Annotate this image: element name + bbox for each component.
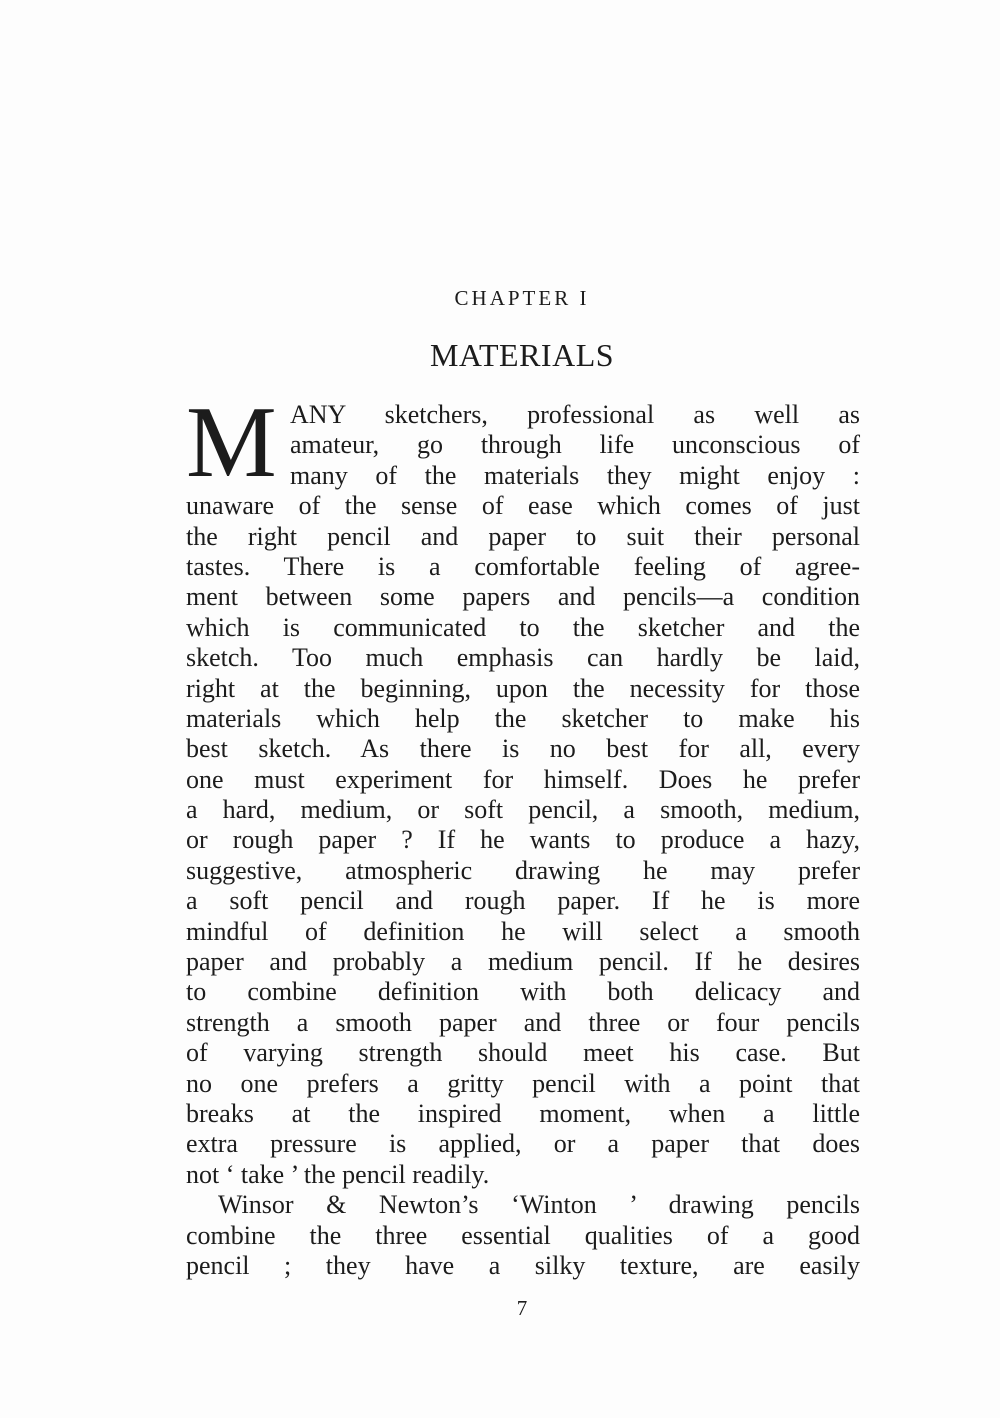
text-line: suggestive, atmospheric drawing he may prefer [186, 855, 860, 885]
chapter-heading: CHAPTER I [454, 286, 590, 310]
text-line: best sketch. As there is no best for all, every [186, 734, 860, 764]
text-line: or rough paper ? If he wants to produce a hazy, [186, 825, 860, 855]
text-line: no one prefers a gritty pencil with a point that [186, 1068, 860, 1098]
drop-cap: M [186, 386, 277, 499]
text-line: unaware of the sense of ease which comes of just [186, 491, 860, 521]
text-line: paper and probably a medium pencil. If he desires [186, 947, 860, 977]
text-line: materials which help the sketcher to make his [186, 703, 860, 733]
page-number: 7 [516, 1296, 528, 1320]
text-line: combine the three essential qualities of a good [186, 1220, 860, 1250]
text-line: a soft pencil and rough paper. If he is more [186, 886, 860, 916]
body-text [186, 386, 860, 1281]
text-line: strength a smooth paper and three or four pencils [186, 1007, 860, 1037]
text-line: amateur, go through life unconscious of [290, 430, 860, 460]
text-line: Winsor & Newton’s ‘Winton ’ drawing pencils [218, 1190, 860, 1220]
text-line: tastes. There is a comfortable feeling of agree- [186, 551, 860, 581]
text-line: the right pencil and paper to suit their personal [186, 521, 860, 551]
text-line: ment between some papers and pencils—a condition [186, 582, 860, 612]
text-line: sketch. Too much emphasis can hardly be laid, [186, 643, 860, 673]
chapter-title: MATERIALS [429, 337, 615, 373]
text-line: which is communicated to the sketcher and the [186, 612, 860, 642]
text-line: a hard, medium, or soft pencil, a smooth, medium, [186, 795, 860, 825]
text-line: right at the beginning, upon the necessity for those [186, 673, 860, 703]
text-line: one must experiment for himself. Does he prefer [186, 764, 860, 794]
text-line: many of the materials they might enjoy : [290, 460, 860, 490]
text-line: ANY sketchers, professional as well as [290, 400, 860, 429]
text-line: breaks at the inspired moment, when a little [186, 1098, 860, 1128]
text-lines [186, 386, 860, 1281]
text-line: mindful of definition he will select a smooth [186, 916, 860, 946]
text-line: not ‘ take ’ the pencil readily. [186, 1159, 490, 1189]
text-line: pencil ; they have a silky texture, are easily [186, 1250, 860, 1280]
text-line: to combine definition with both delicacy and [186, 977, 860, 1007]
text-line: of varying strength should meet his case. But [186, 1038, 860, 1068]
text-line: extra pressure is applied, or a paper that does [186, 1129, 860, 1159]
